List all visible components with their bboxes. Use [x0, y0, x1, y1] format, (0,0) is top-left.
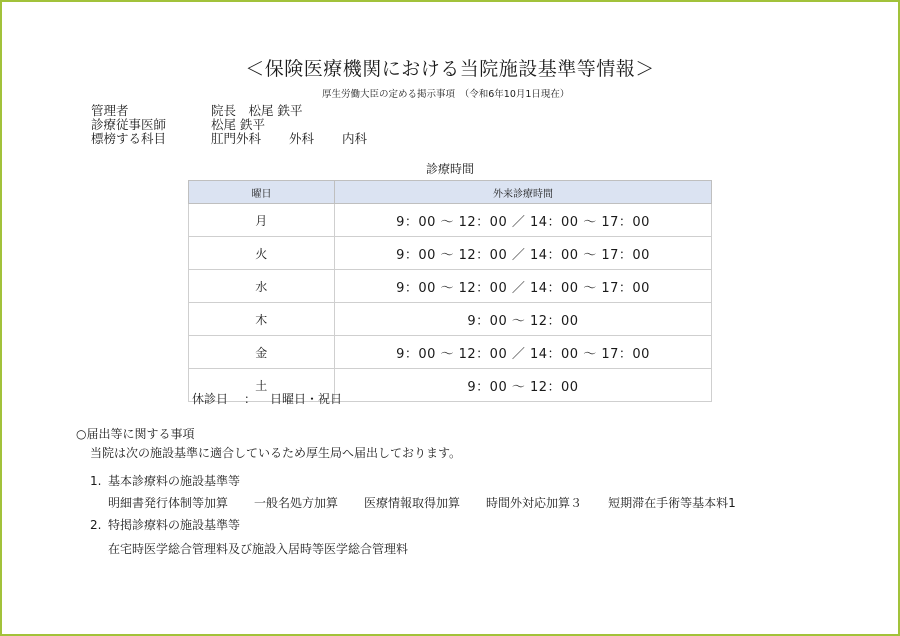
info-value: 内科	[342, 131, 368, 146]
hours-cell: 9：00 〜 12：00 ／ 14：00 〜 17：00	[335, 204, 712, 237]
info-label: 管理者	[91, 103, 129, 118]
table-row	[189, 237, 712, 270]
closed-separator: ：	[244, 392, 257, 406]
notice-item-basic-entries	[108, 494, 762, 511]
hours-cell: 9：00 〜 12：00	[335, 303, 712, 336]
item-title: 特掲診療料の施設基準等	[108, 518, 241, 532]
table-row	[189, 270, 712, 303]
day-cell: 金	[189, 336, 335, 369]
closed-value: 日曜日・祝日	[270, 392, 343, 406]
list-item: 医療情報取得加算	[364, 496, 461, 510]
info-value: 外科	[289, 131, 315, 146]
list-item: 時間外対応加算３	[486, 496, 583, 510]
closed-days	[192, 390, 342, 407]
hours-cell: 9：00 〜 12：00 ／ 14：00 〜 17：00	[335, 237, 712, 270]
info-row-departments	[91, 132, 395, 146]
info-row-manager	[91, 104, 330, 118]
page-subtitle: 厚生労働大臣の定める掲示事項 （令和6年10月1日現在）	[322, 89, 570, 100]
day-cell: 木	[189, 303, 335, 336]
day-cell: 月	[189, 204, 335, 237]
item-number: 2.	[90, 518, 102, 532]
info-value: 肛門外科	[211, 131, 262, 146]
item-number: 1.	[90, 474, 102, 488]
table-row	[189, 303, 712, 336]
day-cell: 火	[189, 237, 335, 270]
table-header-row	[189, 181, 712, 204]
hours-cell: 9：00 〜 12：00 ／ 14：00 〜 17：00	[335, 270, 712, 303]
notice-text: 当院は次の施設基準に適合しているため厚生局へ届出しております。	[90, 446, 462, 460]
notice-item-special	[90, 516, 240, 533]
notice-item-basic	[90, 472, 240, 489]
info-value: 松尾 鉄平	[211, 117, 265, 132]
schedule-heading: 診療時間	[425, 162, 474, 176]
day-cell: 土	[189, 369, 335, 402]
column-header-hours: 外来診療時間	[335, 181, 712, 204]
list-item: 明細書発行体制等加算	[108, 496, 229, 510]
table-row	[189, 204, 712, 237]
notice-item-special-entries	[108, 540, 434, 557]
closed-label: 休診日	[192, 392, 229, 406]
page-title: ＜保険医療機関における当院施設基準等情報＞	[245, 58, 655, 80]
table-row	[189, 336, 712, 369]
column-header-day: 曜日	[189, 181, 335, 204]
info-label: 診療従事医師	[91, 117, 167, 132]
hours-cell: 9：00 〜 12：00	[335, 369, 712, 402]
info-label: 標榜する科目	[91, 131, 167, 146]
list-item: 短期滞在手術等基本料1	[608, 496, 736, 510]
hours-cell: 9：00 〜 12：00 ／ 14：00 〜 17：00	[335, 336, 712, 369]
day-cell: 水	[189, 270, 335, 303]
schedule-table	[188, 180, 712, 402]
info-value: 院長 松尾 鉄平	[211, 103, 303, 118]
list-item: 一般名処方加算	[254, 496, 339, 510]
list-item: 在宅時医学総合管理料及び施設入居時等医学総合管理料	[108, 542, 409, 556]
item-title: 基本診療料の施設基準等	[108, 474, 241, 488]
info-row-doctor	[91, 118, 293, 132]
notice-heading: ○届出等に関する事項	[76, 427, 195, 441]
